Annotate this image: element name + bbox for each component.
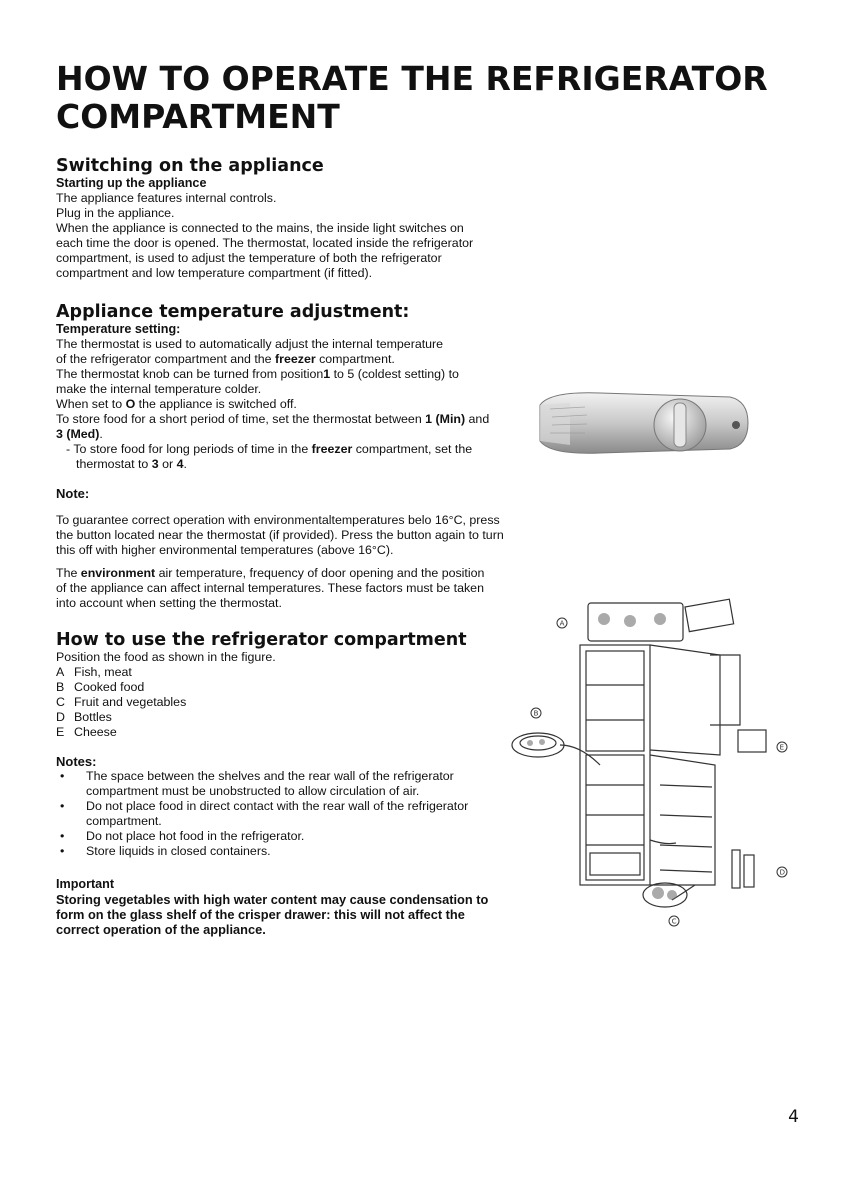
list-item: E Cheese bbox=[56, 725, 117, 739]
list-item: C Fruit and vegetables bbox=[56, 695, 187, 709]
note-p1: To guarantee correct operation with environmentaltemperatures belo 16°C, press the button located near the thermostat (if provided). Press the button again to turn this off with higher environmental temperatures (above 16°C). bbox=[56, 513, 504, 557]
fridge-illustration bbox=[500, 595, 800, 930]
switching-heading: Switching on the appliance bbox=[56, 156, 324, 176]
note-heading: Note: bbox=[56, 486, 90, 501]
notes-section bbox=[56, 754, 516, 859]
important-heading: Important bbox=[56, 877, 115, 891]
page-number: 4 bbox=[788, 1107, 799, 1127]
important-section bbox=[56, 877, 516, 937]
adjust-p2: The thermostat knob can be turned from position1 to 5 (coldest setting) to make the internal temperature colder. bbox=[56, 367, 459, 396]
figure-label-c: C bbox=[671, 917, 677, 926]
figure-label-e: E bbox=[779, 743, 785, 752]
adjust-p5: - To store food for long periods of time in the freezer compartment, set the thermostat to 3 or 4. bbox=[66, 442, 473, 471]
switching-section bbox=[56, 156, 516, 281]
list-item: B Cooked food bbox=[56, 680, 145, 694]
switching-p3: When the appliance is connected to the mains, the inside light switches on each time the door is opened. The thermostat, located inside the refrigerator compartment, is used to adjust the temperature of both the refrigerator compartment and low temperature compartment (if fitted). bbox=[56, 221, 474, 280]
list-item: A Fish, meat bbox=[56, 665, 132, 679]
list-item: • Store liquids in closed containers. bbox=[56, 844, 496, 859]
notes-heading: Notes: bbox=[56, 754, 97, 769]
food-list bbox=[56, 665, 516, 740]
adjust-heading: Appliance temperature adjustment: bbox=[56, 302, 410, 322]
figure-label-b: B bbox=[533, 709, 539, 718]
adjust-p4: To store food for a short period of time, set the thermostat between 1 (Min) and 3 (Med). bbox=[56, 412, 490, 441]
title-line-2: COMPARTMENT bbox=[56, 97, 340, 136]
notes-list bbox=[56, 769, 496, 859]
list-item: D Bottles bbox=[56, 710, 112, 724]
page-title bbox=[56, 60, 768, 136]
main-column bbox=[56, 156, 516, 937]
adjust-p1: The thermostat is used to automatically adjust the internal temperature of the refrigerator compartment and the freezer compartment. bbox=[56, 337, 444, 366]
list-item: • The space between the shelves and the rear wall of the refrigerator compartment must be unobstructed to allow circulation of air. bbox=[56, 769, 496, 799]
switching-p1: The appliance features internal controls. bbox=[56, 191, 277, 205]
list-item: • Do not place food in direct contact with the rear wall of the refrigerator compartment. bbox=[56, 799, 496, 829]
switching-subheading: Starting up the appliance bbox=[56, 176, 207, 190]
thermostat-image bbox=[530, 385, 755, 460]
note-section bbox=[56, 486, 516, 611]
howto-heading: How to use the refrigerator compartment bbox=[56, 630, 467, 650]
list-item: • Do not place hot food in the refrigerator. bbox=[56, 829, 496, 844]
note-p2: The environment air temperature, frequency of door opening and the position of the appliance can affect internal temperatures. These factors must be taken into account when setting the thermostat. bbox=[56, 566, 485, 610]
figure-label-d: D bbox=[779, 868, 785, 877]
title-line-1: HOW TO OPERATE THE REFRIGERATOR bbox=[56, 59, 768, 98]
switching-p2: Plug in the appliance. bbox=[56, 206, 175, 220]
adjust-subheading: Temperature setting: bbox=[56, 322, 181, 336]
adjust-section bbox=[56, 302, 516, 472]
howto-section bbox=[56, 630, 516, 740]
figure-label-a: A bbox=[559, 619, 565, 628]
howto-intro: Position the food as shown in the figure. bbox=[56, 650, 276, 664]
adjust-p3: When set to O the appliance is switched off. bbox=[56, 397, 297, 411]
important-text: Storing vegetables with high water content may cause condensation to form on the glass shelf of the crisper drawer: this will not affect the correct operation of the appliance. bbox=[56, 892, 489, 937]
